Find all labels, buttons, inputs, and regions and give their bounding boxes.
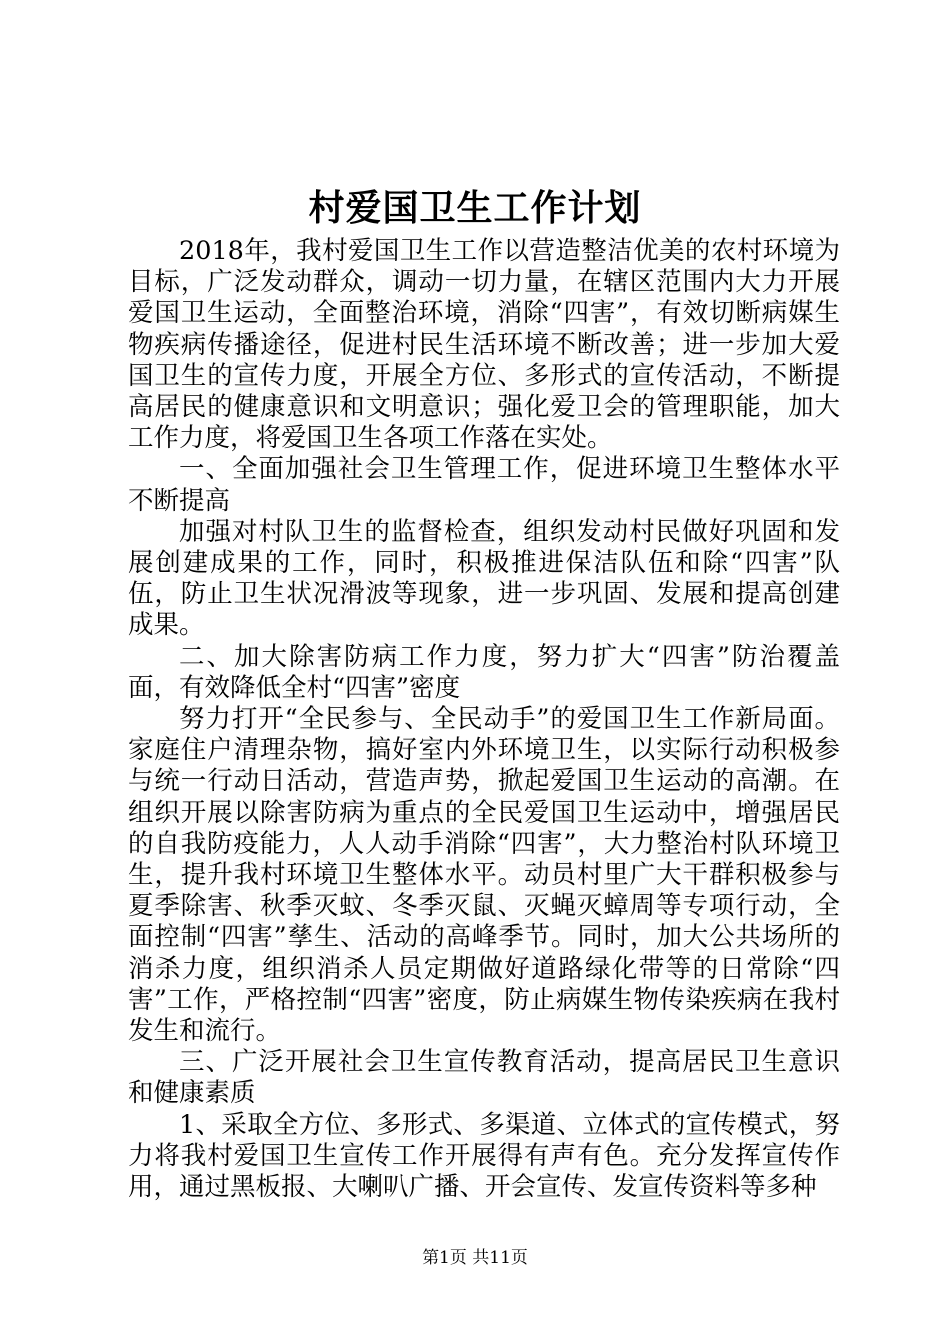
page-number-footer: 第1页 共11页 [422, 1248, 528, 1268]
section-heading-1: 一、全面加强社会卫生管理工作，促进环境卫生整体水平不断提高 [128, 454, 840, 516]
section-2-paragraph: 努力打开“全民参与、全民动手”的爱国卫生工作新局面。家庭住户清理杂物，搞好室内外环境卫生，以实际行动积极参与统一行动日活动，营造声势，掀起爱国卫生运动的高潮。在组织开展以除害防病为重点的全民爱国卫生运动中，增强居民的自我防疫能力，人人动手消除“四害”，大力整治村队环境卫生，提升我村环境卫生整体水平。动员村里广大干群积极参与夏季除害、秋季灭蚊、冬季灭鼠、灭蝇灭蟑周等专项行动，全面控制“四害”孳生、活动的高峰季节。同时，加大公共场所的消杀力度，组织消杀人员定期做好道路绿化带等的日常除“四害”工作，严格控制“四害”密度，防止病媒生物传染疾病在我村发生和流行。 [128, 704, 840, 1047]
section-heading-2: 二、加大除害防病工作力度，努力扩大“四害”防治覆盖面，有效降低全村“四害”密度 [128, 641, 840, 703]
section-1-paragraph: 加强对村队卫生的监督检查，组织发动村民做好巩固和发展创建成果的工作，同时，积极推进保洁队伍和除“四害”队伍，防止卫生状况滑波等现象，进一步巩固、发展和提高创建成果。 [128, 516, 840, 641]
document-body [128, 236, 840, 1203]
document-title: 村爱国卫生工作计划 [308, 187, 642, 229]
section-3-item-1: 1、采取全方位、多形式、多渠道、立体式的宣传模式，努力将我村爱国卫生宣传工作开展得有声有色。充分发挥宣传作用，通过黑板报、大喇叭广播、开会宣传、发宣传资料等多种 [128, 1109, 840, 1203]
intro-paragraph: 2018年，我村爱国卫生工作以营造整洁优美的农村环境为目标，广泛发动群众，调动一切力量，在辖区范围内大力开展爱国卫生运动，全面整治环境，消除“四害”，有效切断病媒生物疾病传播途径，促进村民生活环境不断改善；进一步加大爱国卫生的宣传力度，开展全方位、多形式的宣传活动，不断提高居民的健康意识和文明意识；强化爱卫会的管理职能，加大工作力度，将爱国卫生各项工作落在实处。 [128, 236, 840, 454]
section-heading-3: 三、广泛开展社会卫生宣传教育活动，提高居民卫生意识和健康素质 [128, 1047, 840, 1109]
